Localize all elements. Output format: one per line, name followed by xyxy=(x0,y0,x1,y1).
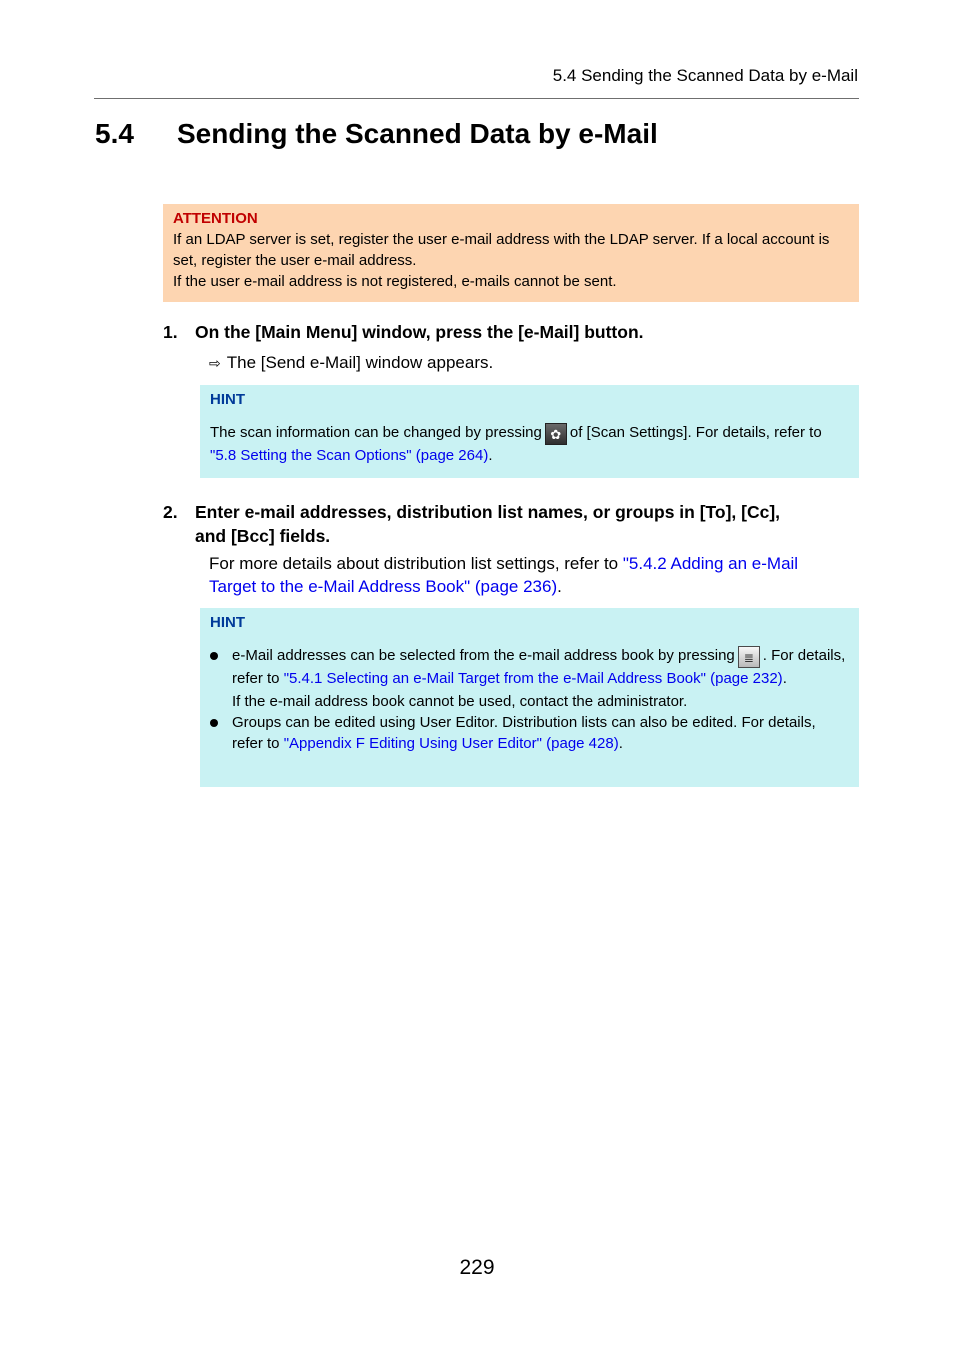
attention-text-2: If the user e-mail address is not registered, e-mails cannot be sent. xyxy=(173,273,617,290)
hint-1-text xyxy=(210,422,849,466)
attention-text-1: If an LDAP server is set, register the user e-mail address with the LDAP server. If a local account is set, register the user e-mail address. xyxy=(173,231,830,269)
hint-2-bullet-1-link[interactable]: "5.4.1 Selecting an e-Mail Target from the e-Mail Address Book" (page 232) xyxy=(283,670,783,687)
section-number: 5.4 xyxy=(95,118,134,149)
hint-box-2 xyxy=(200,608,859,787)
hint-2-bullet-2-text: Groups can be edited using User Editor. Distribution lists can also be edited. For details, refer to xyxy=(232,714,816,752)
step-2-paragraph xyxy=(209,552,849,598)
hint-box-1 xyxy=(200,385,859,478)
hint-2-bullet-1-middle: . For details, refer to xyxy=(232,647,846,687)
result-arrow-icon: ⇨ xyxy=(209,356,221,372)
hint-2-bullet-1 xyxy=(210,645,849,712)
step-2-paragraph-text: For more details about distribution list settings, refer to xyxy=(209,554,619,573)
hint-1-text-middle: of [Scan Settings]. For details, refer to xyxy=(569,424,822,441)
hint-2-bullet-1-end: . xyxy=(782,670,787,687)
step-1-result xyxy=(209,352,493,375)
hint-2-bullet-1-note: If the e-mail address book cannot be used, contact the administrator. xyxy=(232,693,688,710)
section-title-text: Sending the Scanned Data by e-Mail xyxy=(177,118,658,149)
hint-2-bullet-2-end: . xyxy=(618,735,623,752)
running-header: 5.4 Sending the Scanned Data by e-Mail xyxy=(552,66,858,85)
hint-1-text-end: . xyxy=(488,447,493,464)
address-book-icon: ≣ xyxy=(738,646,760,668)
hint-1-text-start: The scan information can be changed by pressing xyxy=(210,424,542,441)
step-1-number: 1. xyxy=(163,322,178,342)
step-2-number: 2. xyxy=(163,502,178,522)
section-title xyxy=(95,116,658,152)
page-number: 229 xyxy=(459,1256,495,1279)
attention-box xyxy=(163,204,859,302)
step-2-paragraph-end: . xyxy=(557,577,562,596)
hint-1-label: HINT xyxy=(210,391,245,408)
attention-label: ATTENTION xyxy=(173,210,258,227)
step-1-result-text: The [Send e-Mail] window appears. xyxy=(226,353,494,372)
hint-1-link[interactable]: "5.8 Setting the Scan Options" (page 264) xyxy=(210,447,489,464)
hint-2-label: HINT xyxy=(210,614,245,631)
step-2-link[interactable]: "5.4.2 Adding an e-Mail Target to the e-Mail Address Book" (page 236) xyxy=(209,554,799,596)
step-1-text: On the [Main Menu] window, press the [e-Mail] button. xyxy=(195,322,644,342)
step-2-text-line-1: Enter e-mail addresses, distribution list names, or groups in [To], [Cc], xyxy=(195,502,781,522)
step-2-text-line-2: and [Bcc] fields. xyxy=(195,526,331,546)
bullet-icon xyxy=(210,652,218,660)
hint-2-bullet-1-text: e-Mail addresses can be selected from the e-mail address book by pressing xyxy=(232,647,735,664)
hint-2-bullet-2 xyxy=(210,712,849,754)
header-rule xyxy=(94,98,859,99)
bullet-icon xyxy=(210,719,218,727)
hint-2-bullet-2-link[interactable]: "Appendix F Editing Using User Editor" (page 428) xyxy=(283,735,619,752)
gear-icon: ✿ xyxy=(545,423,567,445)
